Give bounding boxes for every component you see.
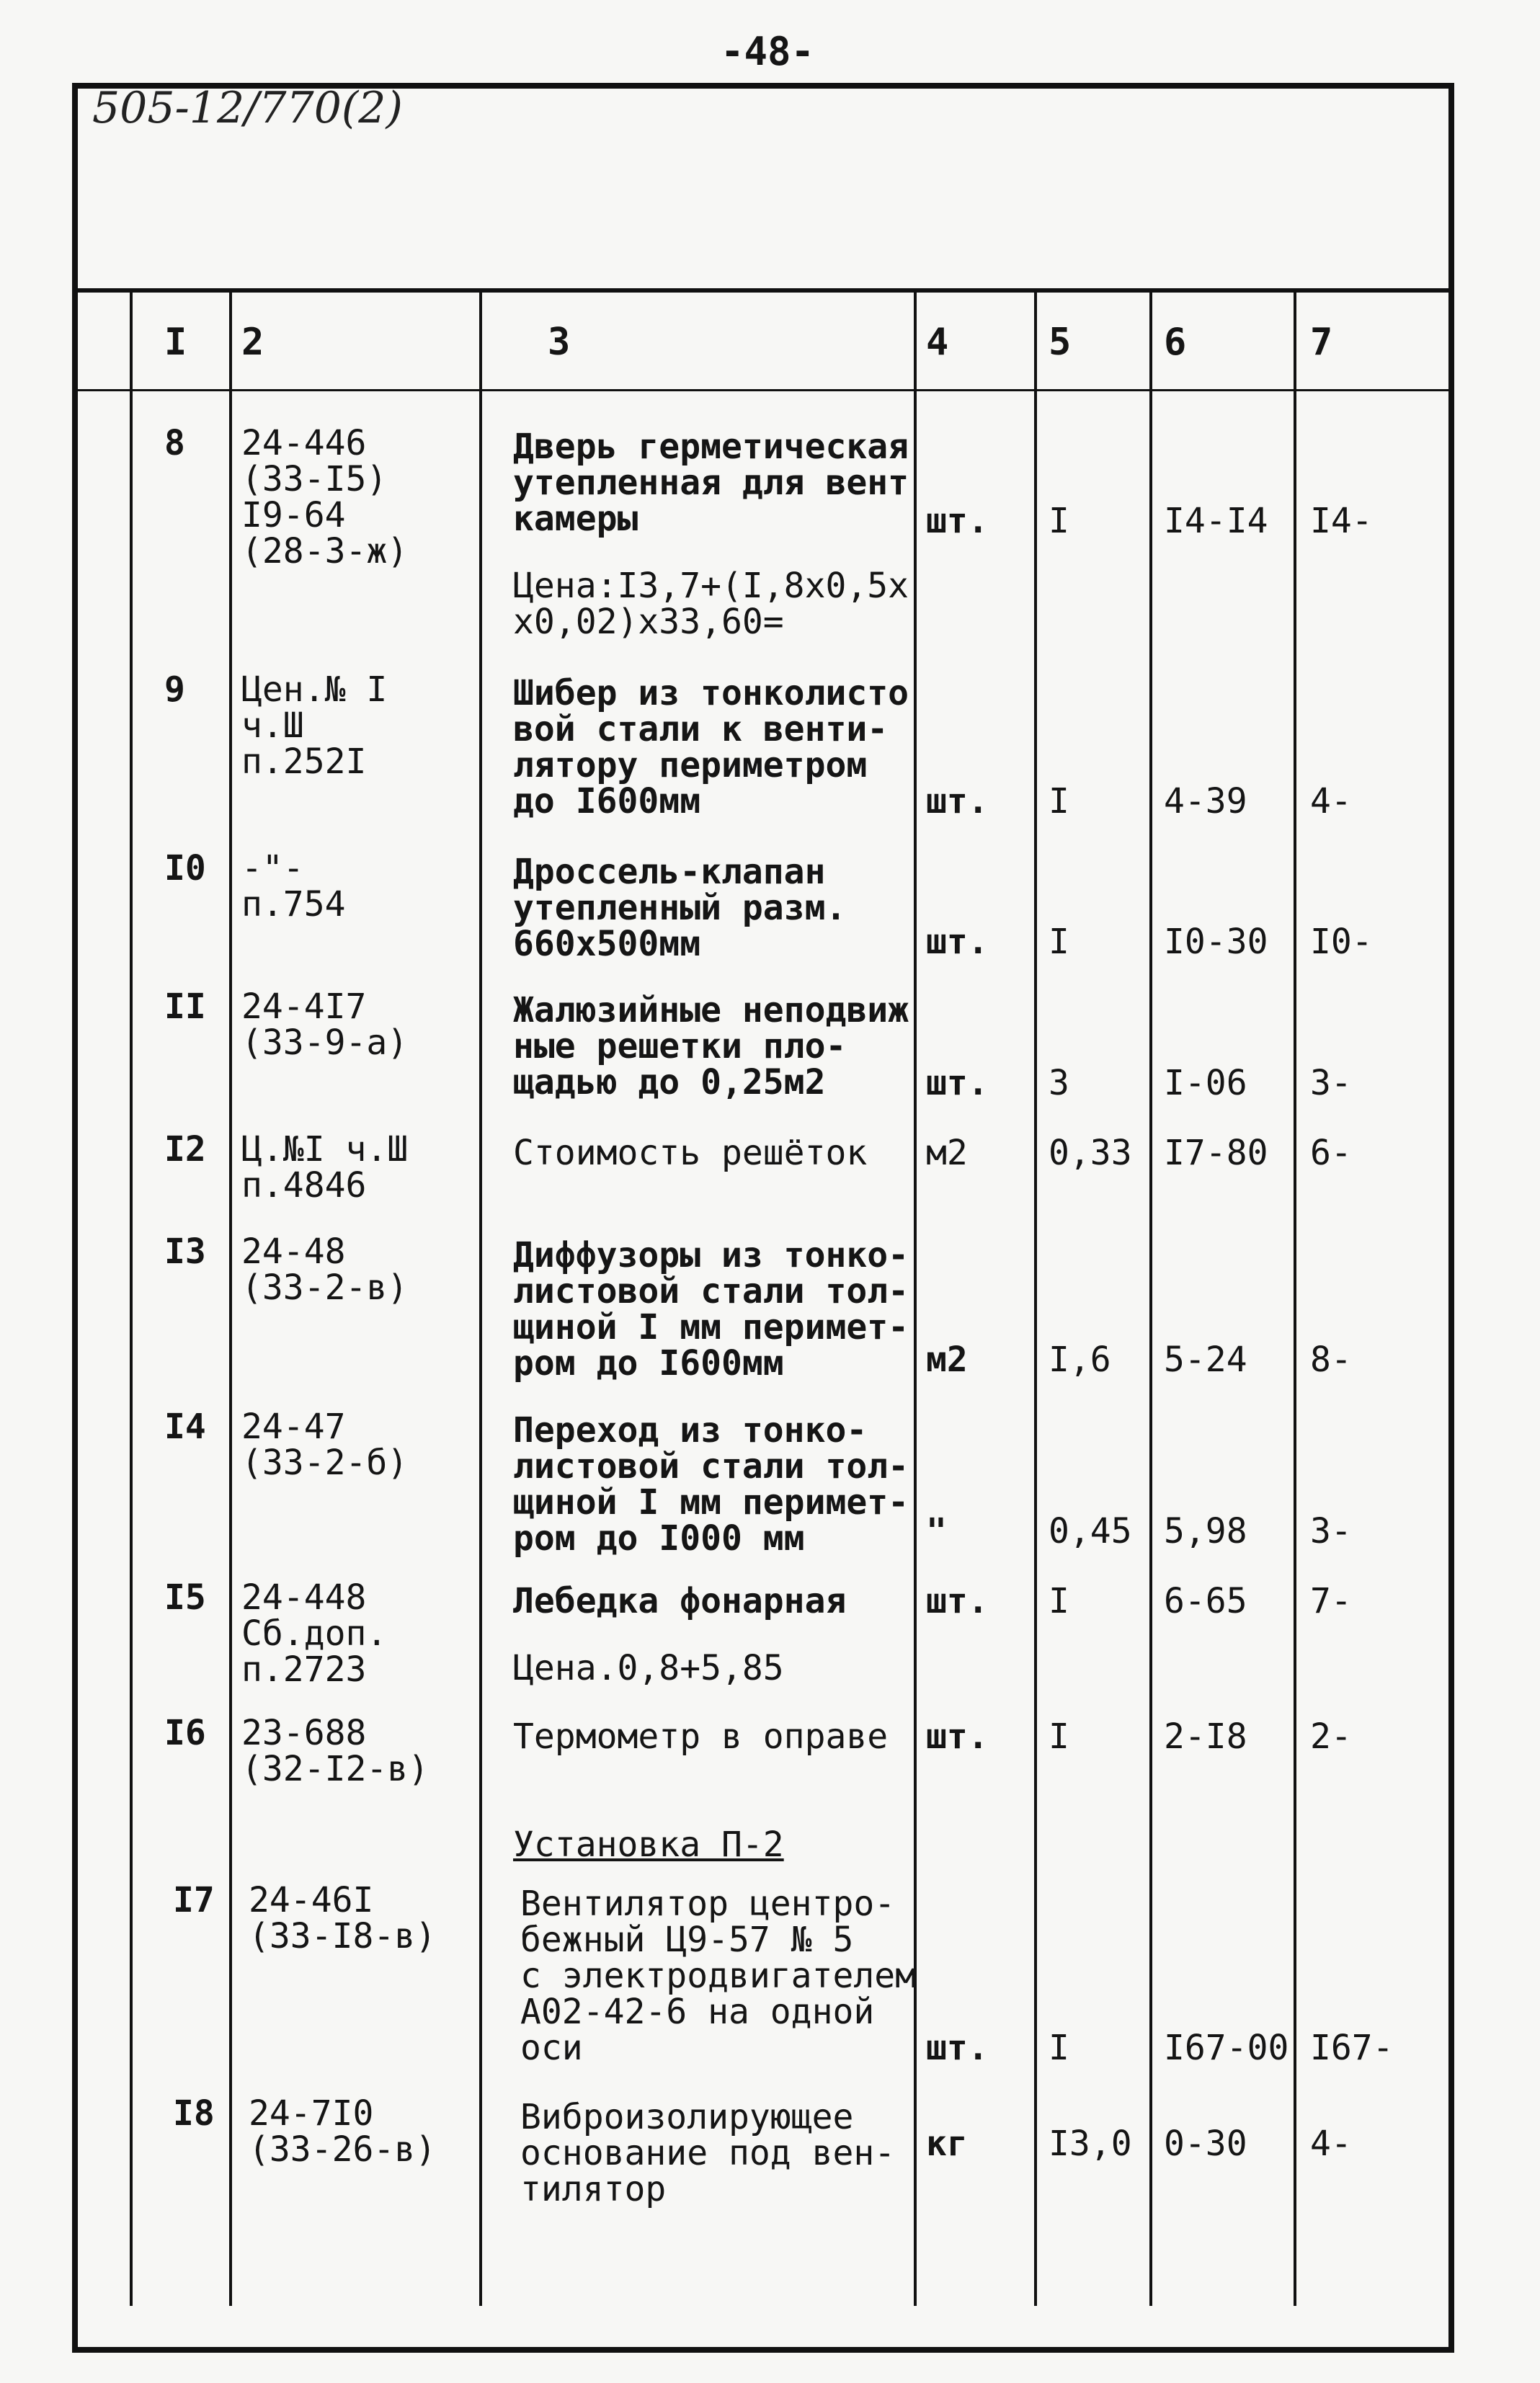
price-note (513, 568, 909, 640)
col-rule-1 (229, 288, 232, 2306)
row-price: 2-I8 (1164, 1716, 1247, 1757)
desc-line: 660x500мм (513, 924, 701, 964)
desc-line: Переход из тонко- (513, 1410, 868, 1451)
desc-line: основание под вен- (520, 2133, 896, 2173)
row-price: I7-80 (1164, 1133, 1268, 1173)
row-total: 3- (1310, 1063, 1352, 1103)
row-description (520, 1886, 916, 2066)
row-number: 8 (164, 423, 185, 463)
desc-line: Термометр в оправе (513, 1716, 889, 1757)
row-unit: м2 (926, 1133, 968, 1173)
code-line: (33-2-в) (241, 1268, 409, 1308)
code-line: (33-I5) (241, 459, 388, 499)
row-total: 8- (1310, 1340, 1352, 1380)
row-qty: 3 (1049, 1063, 1069, 1103)
row-number: I3 (164, 1231, 206, 1272)
desc-line: Стоимость решёток (513, 1133, 868, 1173)
desc-line: лятору периметром (513, 745, 868, 785)
row-description (513, 1716, 889, 1757)
row-unit: м2 (926, 1340, 968, 1380)
row-number: I2 (164, 1129, 206, 1170)
row-total: 4- (1310, 781, 1352, 821)
code-line: 24-4I7 (241, 986, 367, 1027)
desc-line: А02-42-6 на одной (520, 1992, 875, 2032)
row-code (249, 2095, 436, 2168)
row-description (513, 429, 909, 537)
code-line: 24-47 (241, 1407, 346, 1447)
row-description (520, 2099, 895, 2207)
row-qty: 0,45 (1049, 1511, 1132, 1551)
row-unit: шт. (926, 781, 989, 821)
desc-line: Жалюзийные неподвиж (513, 990, 909, 1030)
row-total: I4- (1310, 501, 1373, 541)
row-unit: шт. (926, 1063, 989, 1103)
code-line: Ц.№I ч.Ш (241, 1129, 409, 1170)
row-description (513, 1235, 909, 1384)
desc-line: Дроссель-клапан (513, 852, 826, 892)
desc-line: листовой стали тол- (513, 1271, 909, 1311)
row-price: 6-65 (1164, 1581, 1247, 1621)
row-code (241, 1231, 409, 1308)
code-line: Цен.№ I (241, 669, 388, 710)
row-total: 6- (1310, 1133, 1352, 1173)
col-rule-5 (1149, 288, 1152, 2306)
desc-line: камеры (513, 499, 638, 539)
desc-line: до I600мм (513, 781, 701, 821)
row-total: 7- (1310, 1581, 1352, 1621)
row-qty: I (1049, 1581, 1069, 1621)
code-line: п.2723 (241, 1649, 367, 1690)
code-line: 24-448 (241, 1577, 367, 1618)
header-col-7: 7 (1310, 321, 1333, 364)
row-qty: I,6 (1049, 1340, 1111, 1380)
row-qty: I3,0 (1049, 2124, 1132, 2164)
code-line: (28-3-ж) (241, 531, 409, 571)
row-number: I5 (164, 1577, 206, 1618)
row-number: I6 (164, 1713, 206, 1753)
row-code (241, 986, 409, 1063)
row-code (241, 1129, 409, 1206)
row-number: I0 (164, 848, 206, 888)
code-line: 24-48 (241, 1231, 346, 1272)
row-qty: I (1049, 2028, 1069, 2068)
desc-line: Лебедка фонарная (513, 1581, 847, 1621)
row-unit: кг (926, 2124, 968, 2164)
row-description (513, 1135, 867, 1171)
header-col-5: 5 (1049, 321, 1072, 364)
col-rule-0 (130, 288, 133, 2306)
price-note (513, 1650, 784, 1686)
desc-line: Шибер из тонколисто (513, 673, 909, 713)
row-unit: шт. (926, 922, 989, 962)
row-code (241, 848, 346, 925)
row-price: 5-24 (1164, 1340, 1247, 1380)
row-number: 9 (164, 669, 185, 710)
desc-line: утепленный разм. (513, 888, 847, 928)
row-code (249, 1882, 436, 1954)
row-total: I0- (1310, 922, 1373, 962)
row-description (513, 675, 909, 819)
desc-line: Диффузоры из тонко- (513, 1235, 909, 1275)
code-line: 24-7I0 (249, 2093, 374, 2134)
code-line: п.4846 (241, 1165, 367, 1206)
code-line: ч.Ш (241, 705, 304, 746)
row-qty: I (1049, 922, 1069, 962)
row-total: 3- (1310, 1511, 1352, 1551)
document-code: 505-12/770(2) (92, 83, 403, 133)
row-description (513, 854, 846, 962)
row-unit: шт. (926, 1716, 989, 1757)
desc-line: щадью до 0,25м2 (513, 1062, 826, 1103)
row-price: 0-30 (1164, 2124, 1247, 2164)
row-total: 4- (1310, 2124, 1352, 2164)
desc-line: щиной I мм перимет- (513, 1307, 909, 1348)
desc-line: вой стали к венти- (513, 709, 889, 749)
desc-line: щиной I мм перимет- (513, 1482, 909, 1523)
code-line: п.252I (241, 741, 367, 782)
code-line: (33-9-а) (241, 1023, 409, 1063)
row-code (241, 1409, 408, 1481)
row-total: I67- (1310, 2028, 1394, 2068)
row-number: I4 (164, 1407, 206, 1447)
row-code (241, 1577, 388, 1690)
row-number: II (164, 986, 206, 1027)
header-col-1: I (164, 321, 187, 364)
row-description (513, 1410, 909, 1559)
header-col-6: 6 (1164, 321, 1187, 364)
row-code (241, 1715, 429, 1787)
row-number: I8 (173, 2093, 215, 2134)
code-line: (33-2-б) (241, 1443, 409, 1483)
row-unit: шт. (926, 2028, 989, 2068)
desc-line: ром до I600мм (513, 1343, 784, 1384)
desc-line: с электродвигателем (520, 1956, 917, 1996)
code-line: (33-26-в) (249, 2129, 437, 2170)
row-total: 2- (1310, 1716, 1352, 1757)
row-price: 4-39 (1164, 781, 1247, 821)
row-price: I0-30 (1164, 922, 1268, 962)
row-unit: " (926, 1511, 947, 1551)
desc-line: утепленная для вент (513, 463, 909, 503)
row-price: I4-I4 (1164, 501, 1268, 541)
section-heading: Установка П-2 (513, 1825, 784, 1865)
row-price: I-06 (1164, 1063, 1247, 1103)
row-unit: шт. (926, 1581, 989, 1621)
desc-line: ром до I000 мм (513, 1518, 805, 1559)
code-line: 23-688 (241, 1713, 367, 1753)
row-description (513, 1583, 846, 1619)
desc-line: листовой стали тол- (513, 1446, 909, 1487)
code-line: -"- (241, 848, 304, 888)
desc-line: оси (520, 2028, 583, 2068)
code-line: Сб.доп. (241, 1613, 388, 1654)
page-number: -48- (721, 29, 815, 74)
code-line: (32-I2-в) (241, 1749, 429, 1789)
code-line: 24-46I (249, 1880, 374, 1920)
header-top-rule (72, 288, 1454, 293)
note-line: Цена:I3,7+(I,8x0,5x (513, 566, 909, 606)
row-code (241, 425, 408, 569)
header-col-3: 3 (548, 321, 571, 364)
row-qty: I (1049, 1716, 1069, 1757)
row-code (241, 669, 388, 782)
desc-line: Вентилятор центро- (520, 1884, 896, 1924)
col-rule-2 (479, 288, 482, 2306)
desc-line: Дверь герметическая (513, 427, 909, 467)
code-line: I9-64 (241, 495, 346, 535)
row-qty: I (1049, 781, 1069, 821)
row-unit: шт. (926, 501, 989, 541)
row-qty: I (1049, 501, 1069, 541)
row-qty: 0,33 (1049, 1133, 1132, 1173)
note-line: Цена.0,8+5,85 (513, 1648, 784, 1688)
header-col-4: 4 (926, 321, 949, 364)
header-col-2: 2 (241, 321, 264, 364)
col-rule-4 (1034, 288, 1037, 2306)
row-price: I67-00 (1164, 2028, 1289, 2068)
code-line: п.754 (241, 884, 346, 925)
desc-line: бежный Ц9-57 № 5 (520, 1920, 854, 1960)
col-rule-6 (1294, 288, 1296, 2306)
desc-line: ные решетки пло- (513, 1026, 847, 1066)
row-price: 5,98 (1164, 1511, 1247, 1551)
header-bottom-rule (72, 389, 1454, 391)
desc-line: Виброизолирующее (520, 2097, 854, 2137)
row-number: I7 (173, 1880, 215, 1920)
code-line: (33-I8-в) (249, 1916, 437, 1956)
desc-line: тилятор (520, 2169, 667, 2209)
code-line: 24-446 (241, 423, 367, 463)
note-line: x0,02)x33,60= (513, 602, 784, 642)
row-description (513, 990, 909, 1103)
